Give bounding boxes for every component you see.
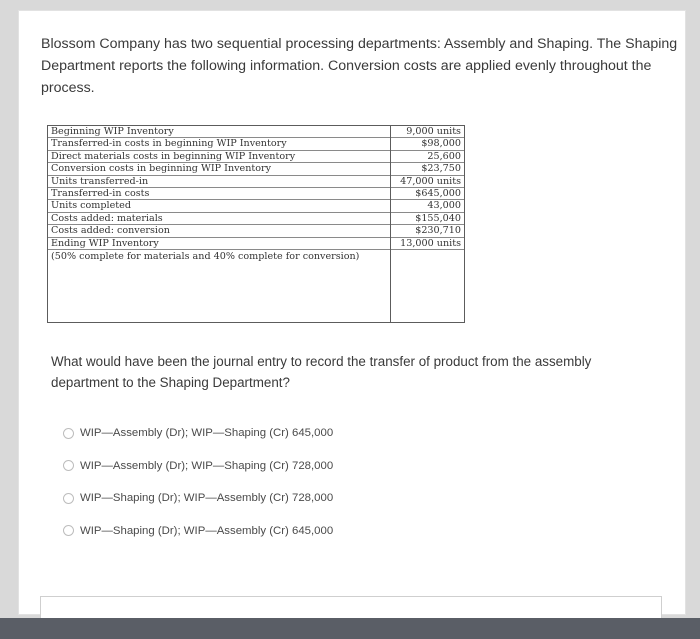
table-row-value: 9,000 units: [391, 126, 464, 138]
table-row-value: $98,000: [391, 138, 464, 150]
table-blank-cell: [391, 250, 464, 261]
table-row-value: 25,600: [391, 151, 464, 163]
answer-option-4[interactable]: [63, 515, 333, 548]
answer-option-3[interactable]: [63, 482, 333, 515]
table-row-label: Transferred-in costs in beginning WIP Inventory: [48, 138, 390, 150]
bottom-bar: [0, 618, 700, 639]
table-row-label: Units transferred-in: [48, 176, 390, 188]
radio-button-icon[interactable]: [63, 460, 74, 471]
radio-button-icon[interactable]: [63, 493, 74, 504]
table-row-label: Costs added: materials: [48, 213, 390, 225]
table-row-label: Transferred-in costs: [48, 188, 390, 200]
table-row-value: 13,000 units: [391, 238, 464, 250]
answer-option-label: WIP—Assembly (Dr); WIP—Shaping (Cr) 728,000: [80, 459, 334, 472]
question-text: Blossom Company has two sequential processing departments: Assembly and Shaping. The Shaping Department reports the following information. Conversion costs are applied evenly throughout the process.: [41, 36, 678, 96]
next-panel-edge: [40, 596, 662, 620]
table-row-value: 43,000: [391, 200, 464, 212]
prompt-text: What would have been the journal entry to record the transfer of product from the assembly department to the Shaping Department?: [51, 354, 592, 390]
answer-option-label: WIP—Assembly (Dr); WIP—Shaping (Cr) 645,000: [80, 427, 334, 440]
label-column: [48, 126, 391, 322]
answer-option-label: WIP—Shaping (Dr); WIP—Assembly (Cr) 645,000: [80, 524, 334, 537]
table-row-value: $645,000: [391, 188, 464, 200]
answer-option-2[interactable]: [63, 450, 333, 483]
radio-button-icon[interactable]: [63, 525, 74, 536]
table-row-label: Units completed: [48, 200, 390, 212]
table-note: (50% complete for materials and 40% complete for conversion): [51, 250, 360, 262]
table-row-label: Ending WIP Inventory: [48, 238, 390, 250]
answer-option-label: WIP—Shaping (Dr); WIP—Assembly (Cr) 728,000: [80, 492, 334, 505]
table-row-label: Direct materials costs in beginning WIP Inventory: [48, 151, 390, 163]
radio-button-icon[interactable]: [63, 428, 74, 439]
data-table: [47, 125, 465, 323]
answer-options: [63, 417, 333, 547]
table-row-value: $155,040: [391, 213, 464, 225]
table-row-value: 47,000 units: [391, 176, 464, 188]
table-row-label: Costs added: conversion: [48, 225, 390, 237]
answer-option-1[interactable]: [63, 417, 333, 450]
table-row-value: $23,750: [391, 163, 464, 175]
table-row-label: Beginning WIP Inventory: [48, 126, 390, 138]
question-card: [18, 10, 686, 615]
table-row-value: $230,710: [391, 225, 464, 237]
table-row-label: Conversion costs in beginning WIP Inventory: [48, 163, 390, 175]
value-column: [391, 126, 464, 322]
